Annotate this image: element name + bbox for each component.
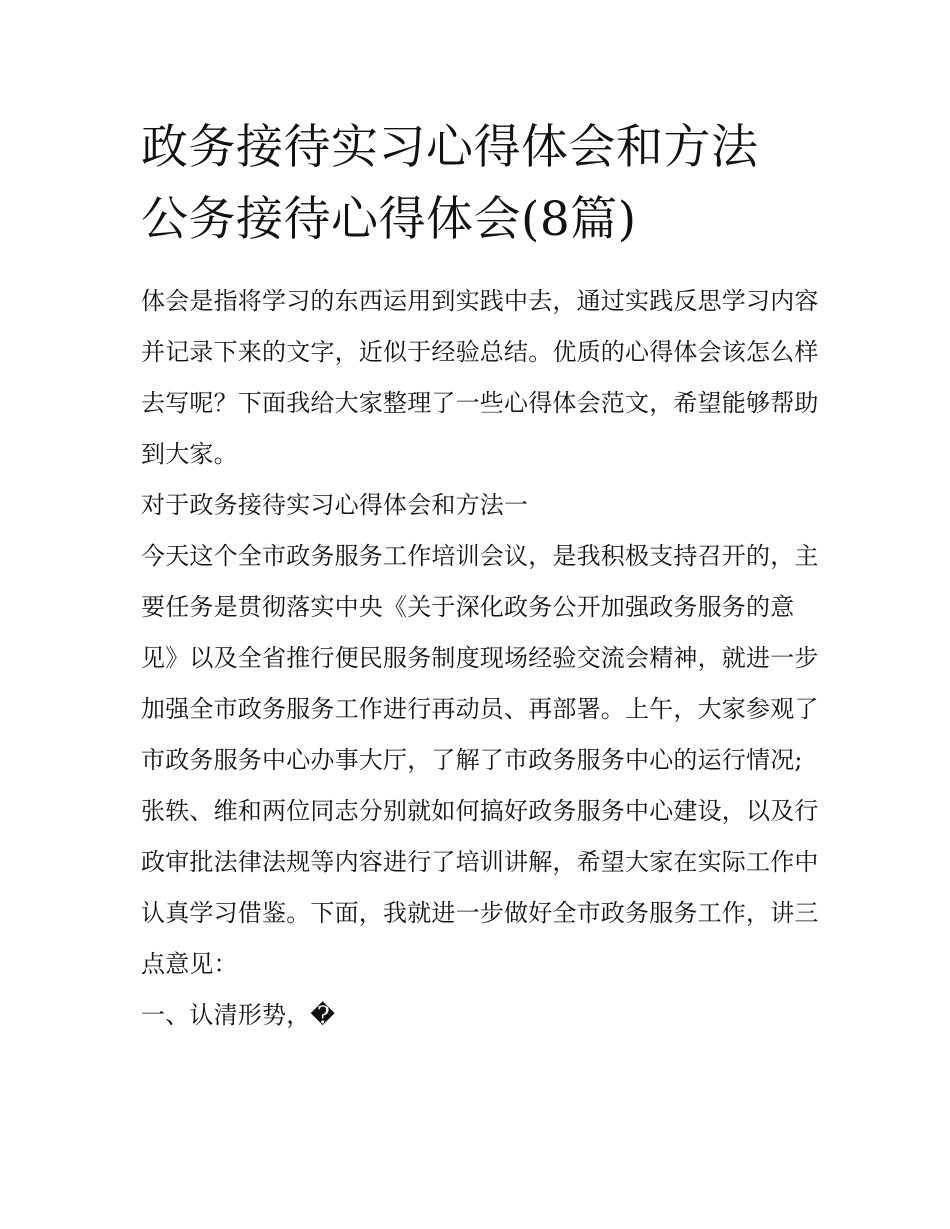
intro-paragraph: 体会是指将学习的东西运用到实践中去，通过实践反思学习内容并记录下来的文字，近似于经验总结。优质的心得体会该怎么样去写呢？下面我给大家整理了一些心得体会范文，希望能够帮助到大家。 <box>141 287 819 468</box>
title-line-2: 公务接待心得体会(8篇) <box>141 192 637 247</box>
body-paragraph: 今天这个全市政务服务工作培训会议，是我积极支持召开的，主要任务是贯彻落实中央《关于深化政务公开加强政务服务的意见》以及全省推行便民服务制度现场经验交流会精神，就进一步加强全市政务服务工作进行再动员、再部署。上午，大家参观了市政务服务中心办事大厅，了解了市政务服务中心的运行情况;张轶、维和两位同志分别就如何搞好政务服务中心建设，以及行政审批法律法规等内容进行了培训讲解，希望大家在实际工作中认真学习借鉴。下面，我就进一步做好全市政务服务工作，讲三点意见： <box>141 542 819 978</box>
point-one: 一、认清形势，� <box>141 1001 336 1029</box>
document-page <box>141 112 821 1041</box>
section-heading: 对于政务接待实习心得体会和方法一 <box>141 491 529 519</box>
document-title <box>141 112 821 256</box>
title-line-1: 政务接待实习心得体会和方法 <box>141 120 759 175</box>
